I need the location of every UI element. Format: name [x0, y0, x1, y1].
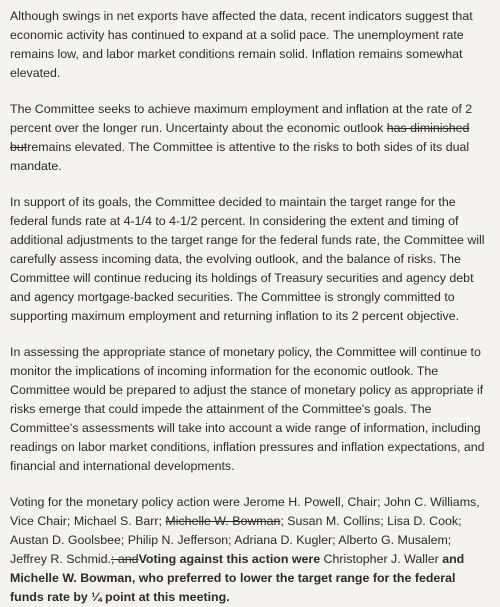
paragraph-objectives: [10, 100, 490, 176]
paragraph-text: In assessing the appropriate stance of monetary policy, the Committee will continue to monitor the implications of incoming information for the economic outlook. The Committee would be prepared to adjust the stance of monetary policy as appropriate if risks emerge that could impede the attainment of the Committee's goals. The Committee's assessments will take into account a wide range of information, including readings on labor market conditions, inflation pressures and inflation expectations, and financial and international developments.: [10, 345, 485, 473]
paragraph-text: ; Susan M. Collins; Lisa D. Cook; Austan D. Goolsbee; Philip N. Jefferson; Adriana D. Kugler; Alberto G. Musalem; Jeffrey R. Schmid.: [10, 514, 462, 566]
paragraph-economic-activity: [10, 7, 490, 83]
paragraph-text: Although swings in net exports have affected the data, recent indicators suggest that economic activity has continued to expand at a solid pace. The unemployment rate remains low, and labor market conditions remain solid. Inflation remains somewhat elevated.: [10, 9, 473, 80]
paragraph-text: The Committee seeks to achieve maximum employment and inflation at the rate of 2 percent over the longer run. Uncertainty about the economic outlook: [10, 102, 473, 135]
deleted-text: has diminished but: [10, 121, 470, 154]
added-text: Voting against this action were: [138, 552, 321, 566]
added-text: and Michelle W. Bowman, who preferred to lower the target range for the federal funds rate by ¼ point at this meeting.: [10, 552, 465, 604]
deleted-text: Michelle W. Bowman: [165, 514, 281, 528]
paragraph-text: In support of its goals, the Committee decided to maintain the target range for the federal funds rate at 4-1/4 to 4-1/2 percent. In considering the extent and timing of additional adjustments to the target range for the federal funds rate, the Committee will carefully assess incoming data, the evolving outlook, and the balance of risks. The Committee will continue reducing its holdings of Treasury securities and agency debt and agency mortgage-backed securities. The Committee is strongly committed to supporting maximum employment and returning inflation to its 2 percent objective.: [10, 195, 485, 323]
paragraph-policy-decision: [10, 193, 490, 326]
paragraph-text: Christopher J. Waller: [320, 552, 439, 566]
deleted-text: ; and: [111, 552, 139, 566]
paragraph-voting: [10, 493, 490, 607]
paragraph-text: remains elevated. The Committee is attentive to the risks to both sides of its dual mandate.: [10, 140, 470, 173]
paragraph-policy-assessment: [10, 343, 490, 476]
paragraph-text: Voting for the monetary policy action were Jerome H. Powell, Chair; John C. Williams, Vice Chair; Michael S. Barr;: [10, 495, 480, 528]
